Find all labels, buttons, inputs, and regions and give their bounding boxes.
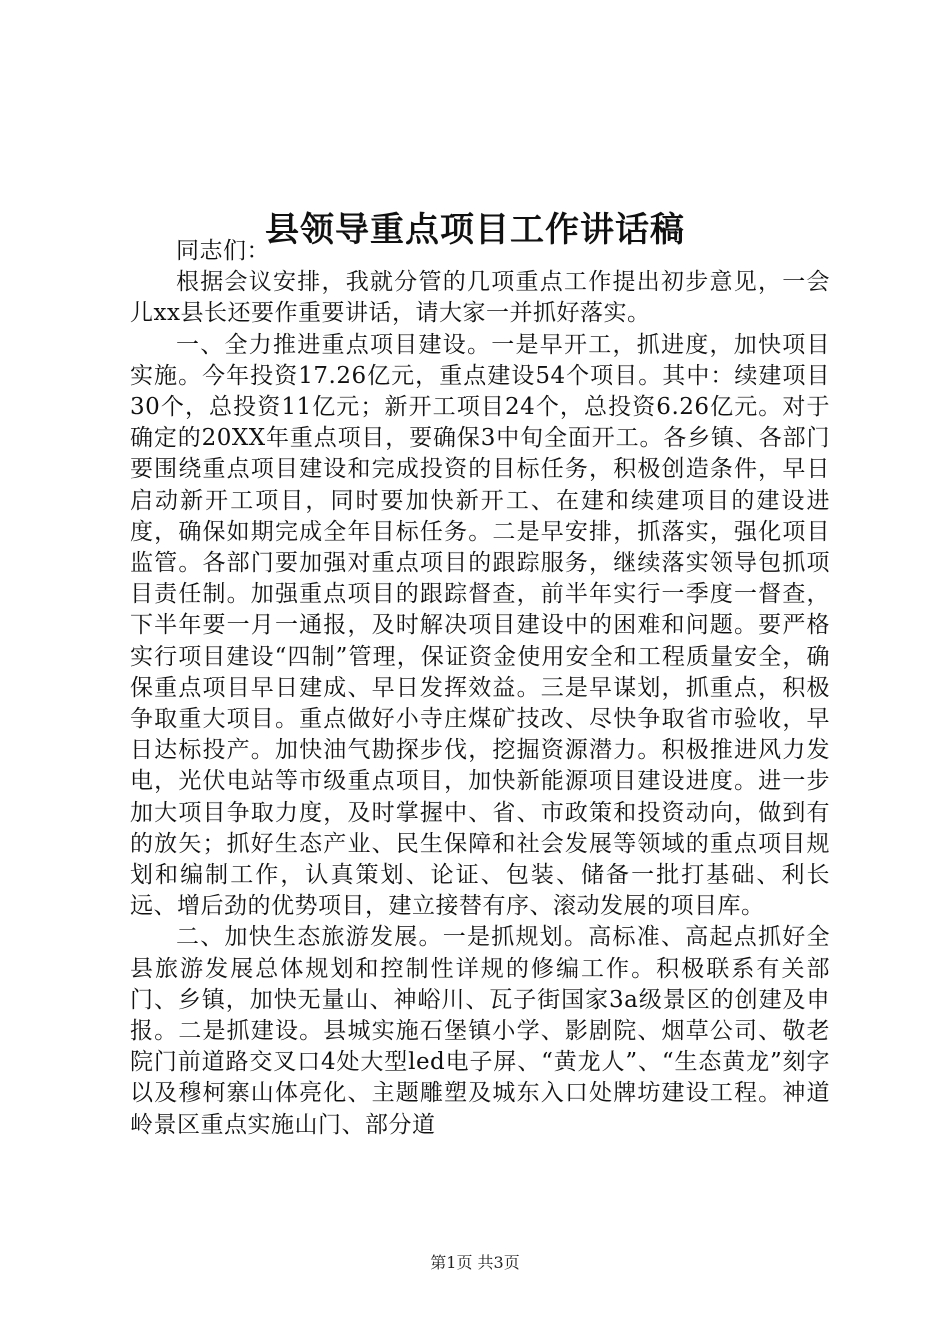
page-number-footer: 第1页 共3页 [430,1253,520,1272]
intro-paragraph: 根据会议安排，我就分管的几项重点工作提出初步意见，一会儿xx县长还要作重要讲话，请大家一并抓好落实。 [130,269,830,327]
section-one-paragraph: 一、全力推进重点项目建设。一是早开工，抓进度，加快项目实施。今年投资17.26亿元，重点建设54个项目。其中：续建项目30个，总投资11亿元；新开工项目24个，总投资6.26亿元。对于确定的20XX年重点项目，要确保3中旬全面开工。各乡镇、各部门要围绕重点项目建设和完成投资的目标任务，积极创造条件，早日启动新开工项目，同时要加快新开工、在建和续建项目的建设进度，确保如期完成全年目标任务。二是早安排，抓落实，强化项目监管。各部门要加强对重点项目的跟踪服务，继续落实领导包抓项目责任制。加强重点项目的跟踪督查，前半年实行一季度一督查，下半年要一月一通报，及时解决项目建设中的困难和问题。要严格实行项目建设“四制”管理，保证资金使用安全和工程质量安全，确保重点项目早日建成、早日发挥效益。三是早谋划，抓重点，积极争取重大项目。重点做好小寺庄煤矿技改、尽快争取省市验收，早日达标投产。加快油气勘探步伐，挖掘资源潜力。积极推进风力发电，光伏电站等市级重点项目，加快新能源项目建设进度。进一步加大项目争取力度，及时掌握中、省、市政策和投资动向，做到有的放矢；抓好生态产业、民生保障和社会发展等领域的重点项目规划和编制工作，认真策划、论证、包装、储备一批打基础、利长远、增后劲的优势项目，建立接替有序、滚动发展的项目库。 [130,331,830,920]
salutation: 同志们： [176,238,270,264]
section-two-paragraph: 二、加快生态旅游发展。一是抓规划。高标准、高起点抓好全县旅游发展总体规划和控制性详规的修编工作。积极联系有关部门、乡镇，加快无量山、神峪川、瓦子街国家3a级景区的创建及申报。二是抓建设。县城实施石堡镇小学、影剧院、烟草公司、敬老院门前道路交叉口4处大型led电子屏、“黄龙人”、“生态黄龙”刻字以及穆柯寨山体亮化、主题雕塑及城东入口处牌坊建设工程。神道岭景区重点实施山门、部分道 [130,924,830,1138]
document-title: 县领导重点项目工作讲话稿 [265,209,685,250]
document-body [130,236,830,1141]
